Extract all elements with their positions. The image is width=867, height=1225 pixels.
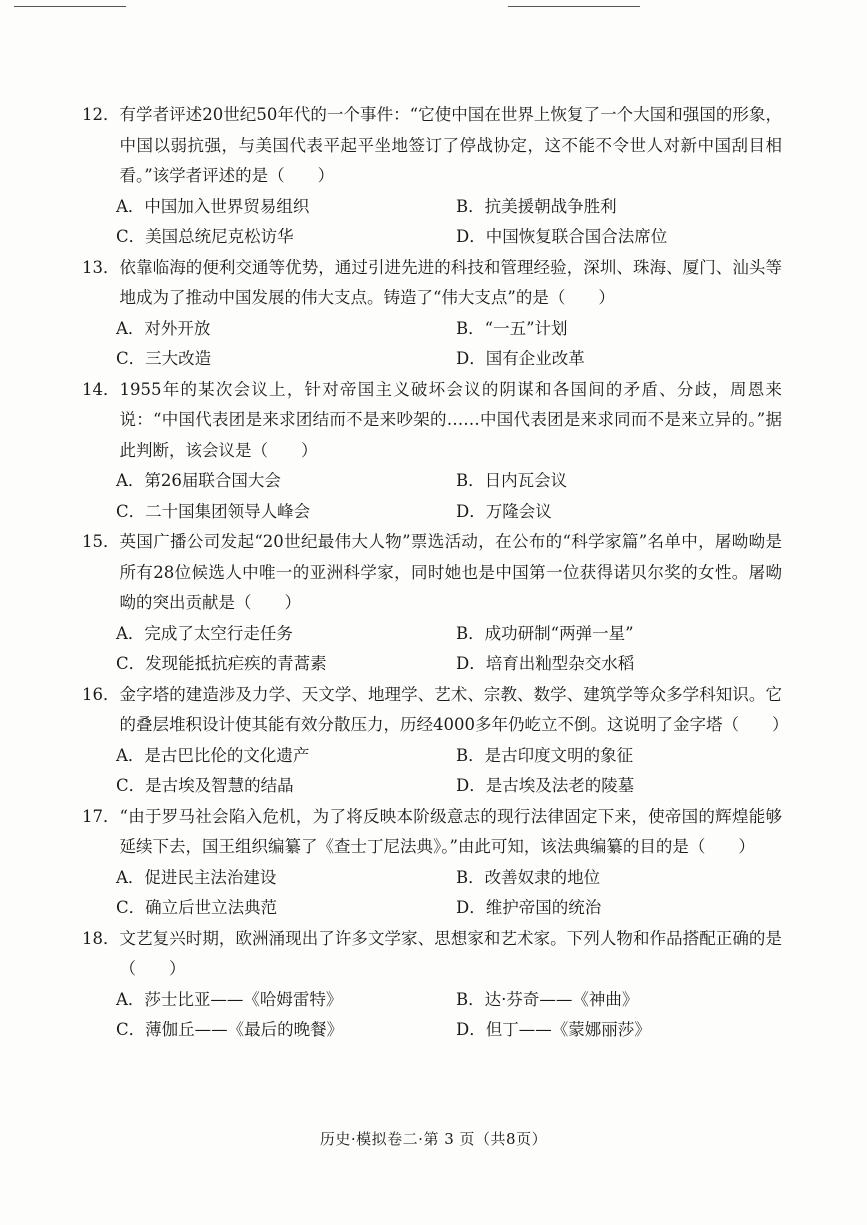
question-stem: [82, 680, 789, 741]
option-a: [116, 741, 456, 772]
option-d: [456, 222, 796, 253]
option-text: 成功研制“两弹一星”: [484, 623, 634, 643]
option-b: [456, 314, 796, 345]
option-letter: A．: [116, 745, 145, 765]
option-letter: D．: [456, 776, 486, 795]
option-b: [456, 619, 796, 650]
option-a: [116, 314, 456, 345]
option-text: 培育出籼型杂交水稻: [485, 654, 635, 673]
option-letter: A．: [116, 989, 145, 1009]
question-12: [82, 100, 782, 253]
option-b: [456, 985, 796, 1016]
option-grid: [82, 863, 782, 924]
question-number: 18．: [82, 928, 120, 948]
option-d: [456, 1015, 796, 1046]
option-letter: A．: [116, 623, 145, 643]
option-letter: B．: [456, 471, 485, 490]
question-number: 16．: [82, 684, 120, 704]
option-text: 万隆会议: [485, 501, 552, 521]
option-text: 抗美援朝战争胜利: [484, 196, 617, 216]
option-d: [456, 497, 796, 528]
option-text: 促进民主法治建设: [144, 867, 277, 887]
option-letter: D．: [456, 654, 486, 673]
question-number: 13．: [82, 257, 120, 277]
option-text: 确立后世立法典范: [145, 898, 278, 917]
option-c: [116, 497, 456, 528]
option-c: [116, 649, 456, 680]
option-grid: [82, 619, 782, 680]
option-grid: [82, 314, 782, 375]
option-text: 达·芬奇——《神曲》: [484, 989, 639, 1009]
option-letter: C．: [116, 898, 146, 917]
question-stem: [82, 100, 782, 192]
option-text: 第26届联合国大会: [144, 471, 281, 490]
option-text: 美国总统尼克松访华: [145, 227, 294, 246]
option-text: 国有企业改革: [485, 349, 585, 368]
option-text: “一五”计划: [484, 318, 568, 338]
option-a: [116, 466, 456, 497]
question-text: 有学者评述20世纪50年代的一个事件：“它使中国在世界上恢复了一个大国和强国的形象，中国以弱抗强，与美国代表平起平坐地签订了停战协定，这不能不令世人对新中国刮目相看。”该学者评述的是（ ）: [119, 105, 782, 185]
question-stem: [82, 375, 782, 467]
question-15: [82, 527, 782, 680]
question-text: 金字塔的建造涉及力学、天文学、地理学、艺术、宗教、数学、建筑学等众多学科知识。它的叠层堆积设计使其能有效分散压力，历经4000多年仍屹立不倒。这说明了金字塔（ ）: [119, 684, 789, 734]
question-number: 17．: [82, 806, 120, 826]
question-18: [82, 924, 782, 1046]
question-text: 文艺复兴时期，欧洲涌现出了许多文学家、思想家和艺术家。下列人物和作品搭配正确的是（ ）: [119, 928, 782, 978]
question-stem: [82, 253, 782, 314]
option-letter: A．: [116, 318, 145, 338]
option-b: [456, 741, 796, 772]
option-text: 是古埃及法老的陵墓: [485, 776, 635, 795]
option-text: 莎士比亚——《哈姆雷特》: [144, 989, 343, 1009]
question-text: 英国广播公司发起“20世纪最伟大人物”票选活动，在公布的“科学家篇”名单中，屠呦呦是所有28位候选人中唯一的亚洲科学家，同时她也是中国第一位获得诺贝尔奖的女性。屠呦呦的突出贡献是（ ）: [119, 532, 782, 612]
option-b: [456, 863, 796, 894]
option-a: [116, 985, 456, 1016]
option-d: [456, 893, 796, 924]
option-letter: D．: [456, 349, 486, 368]
option-text: 中国恢复联合国合法席位: [485, 227, 668, 246]
option-c: [116, 222, 456, 253]
question-list: [82, 100, 789, 1046]
option-text: 改善奴隶的地位: [484, 867, 601, 887]
option-letter: C．: [116, 227, 146, 246]
option-a: [116, 192, 456, 223]
option-b: [456, 192, 796, 223]
option-letter: C．: [116, 1020, 146, 1039]
option-text: 发现能抵抗疟疾的青蒿素: [145, 654, 327, 673]
option-d: [456, 344, 796, 375]
option-text: 中国加入世界贸易组织: [144, 196, 310, 216]
option-letter: A．: [116, 196, 145, 216]
question-stem: [82, 527, 782, 619]
option-text: 薄伽丘——《最后的晚餐》: [145, 1020, 344, 1039]
option-grid: [82, 985, 782, 1046]
option-text: 但丁——《蒙娜丽莎》: [485, 1020, 651, 1039]
question-14: [82, 375, 782, 528]
option-text: 日内瓦会议: [484, 471, 568, 490]
option-letter: B．: [456, 867, 485, 887]
top-rule-left: [14, 6, 126, 7]
option-letter: B．: [456, 623, 485, 643]
option-letter: A．: [116, 867, 145, 887]
option-c: [116, 344, 456, 375]
option-letter: D．: [456, 501, 486, 521]
question-number: 12．: [82, 105, 120, 124]
option-letter: D．: [456, 227, 486, 246]
option-letter: B．: [456, 745, 485, 765]
question-number: 14．: [82, 379, 120, 399]
option-letter: B．: [456, 196, 485, 216]
question-text: 依靠临海的便利交通等优势，通过引进先进的科技和管理经验，深圳、珠海、厦门、汕头等地成为了推动中国发展的伟大支点。铸造了“伟大支点”的是（ ）: [119, 257, 782, 307]
page-footer: 历史·模拟卷二·第 3 页（共8页）: [319, 1130, 548, 1148]
option-c: [116, 1015, 456, 1046]
option-d: [456, 649, 796, 680]
top-rule-right: [508, 6, 640, 7]
question-stem: [82, 924, 782, 985]
option-letter: B．: [456, 989, 485, 1009]
option-text: 二十国集团领导人峰会: [145, 501, 311, 521]
option-letter: D．: [456, 1020, 486, 1039]
option-text: 是古印度文明的象征: [484, 745, 634, 765]
option-a: [116, 619, 456, 650]
question-16: [82, 680, 789, 802]
option-text: 完成了太空行走任务: [144, 623, 293, 643]
option-text: 是古埃及智慧的结晶: [145, 776, 294, 795]
question-stem: [82, 802, 782, 863]
question-17: [82, 802, 782, 924]
option-letter: D．: [456, 898, 486, 917]
option-letter: C．: [116, 776, 146, 795]
question-text: “由于罗马社会陷入危机，为了将反映本阶级意志的现行法律固定下来，使帝国的辉煌能够延续下去，国王组织编纂了《查士丁尼法典》。”由此可知，该法典编纂的目的是（ ）: [119, 806, 782, 856]
question-13: [82, 253, 782, 375]
option-text: 维护帝国的统治: [485, 898, 602, 917]
option-grid: [82, 741, 782, 802]
option-letter: C．: [116, 654, 146, 673]
option-grid: [82, 466, 782, 527]
option-a: [116, 863, 456, 894]
option-grid: [82, 192, 782, 253]
option-letter: A．: [116, 471, 145, 490]
option-d: [456, 771, 796, 802]
question-number: 15．: [82, 532, 120, 551]
option-text: 三大改造: [145, 349, 212, 368]
option-text: 对外开放: [144, 318, 211, 338]
question-text: 1955年的某次会议上，针对帝国主义破坏会议的阴谋和各国间的矛盾、分歧，周恩来说：“中国代表团是来求团结而不是来吵架的……中国代表团是来求同而不是来立异的。”据此判断，该会议是（ ）: [119, 379, 782, 460]
option-letter: C．: [116, 501, 146, 521]
option-b: [456, 466, 796, 497]
option-letter: B．: [456, 318, 485, 338]
option-letter: C．: [116, 349, 146, 368]
option-text: 是古巴比伦的文化遗产: [144, 745, 310, 765]
option-c: [116, 893, 456, 924]
option-c: [116, 771, 456, 802]
